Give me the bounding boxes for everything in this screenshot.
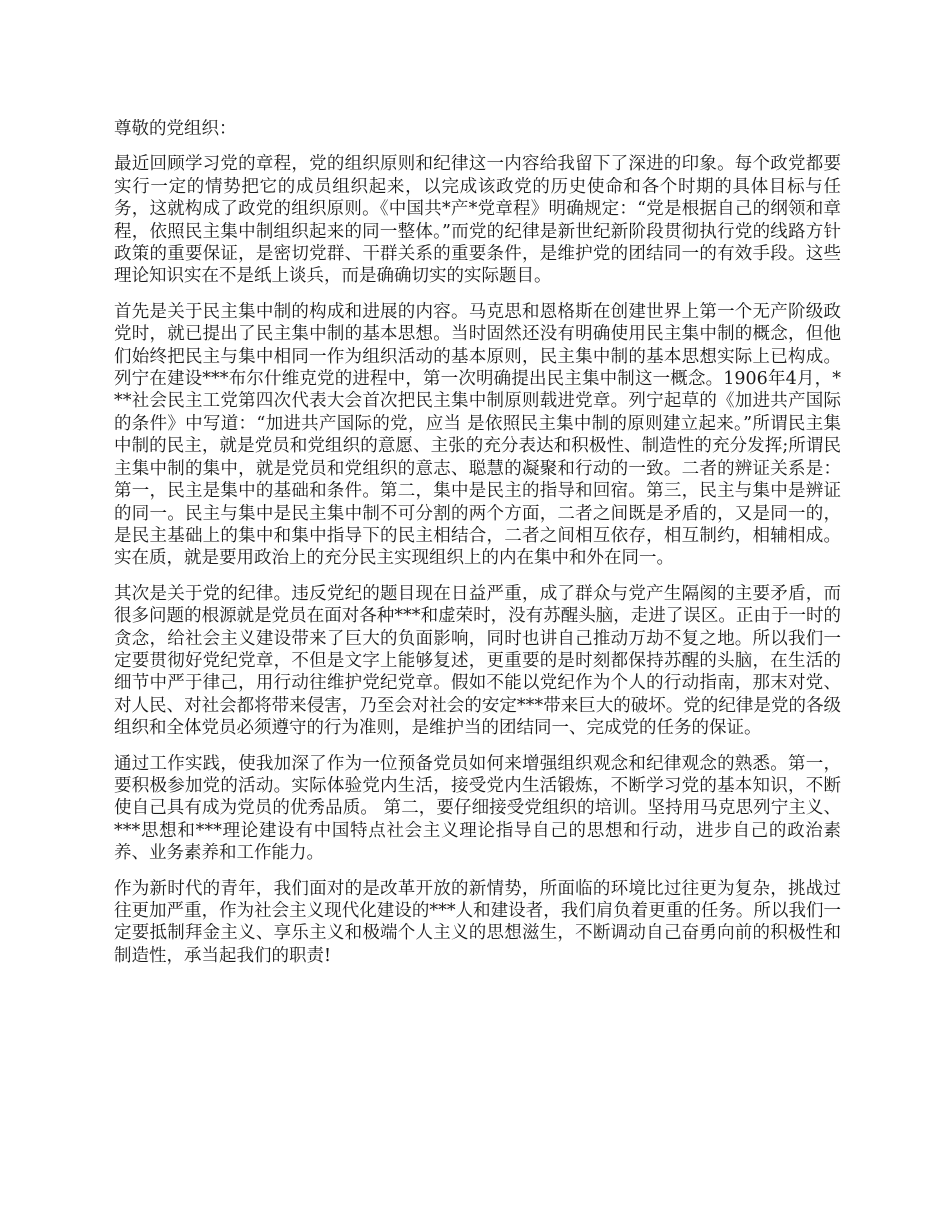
paragraph-work-practice: 通过工作实践，使我加深了作为一位预备党员如何来增强组织观念和纪律观念的熟悉。第一，要积极参加党的活动。实际体验党内生活，接受党内生活锻炼，不断学习党的基本知识，不断使自己具有成为党员的优秀品质。 第二，要仔细接受党组织的培训。坚持用马克思列宁主义、***思想和***理论建设有中国特点社会主义理论指导自己的思想和行动，进步自己的政治素养、业务素养和工作能力。	[114, 753, 841, 864]
letter-body	[114, 118, 841, 980]
paragraph-youth-responsibility: 作为新时代的青年，我们面对的是改革开放的新情势，所面临的环境比过往更为复杂，挑战过往更加严重，作为社会主义现代化建设的***人和建设者，我们肩负着更重的任务。所以我们一定要抵制拜金主义、享乐主义和极端个人主义的思想滋生，不断调动自己奋勇向前的积极性和制造性，承当起我们的职责!	[114, 878, 841, 966]
paragraph-party-discipline: 其次是关于党的纪律。违反党纪的题目现在日益严重，成了群众与党产生隔阂的主要矛盾，而很多问题的根源就是党员在面对各种***和虚荣时，没有苏醒头脑，走进了误区。正由于一时的贪念，给社会主义建设带来了巨大的负面影响，同时也讲自己推动万劫不复之地。所以我们一定要贯彻好党纪党章，不但是文字上能够复述，更重要的是时刻都保持苏醒的头脑，在生活的细节中严于律己，用行动往维护党纪党章。假如不能以党纪作为个人的行动指南，那末对党、对人民、对社会都将带来侵害，乃至会对社会的安定***带来巨大的破坏。党的纪律是党的各级组织和全体党员必须遵守的行为准则，是维护当的团结同一、完成党的任务的保证。	[114, 583, 841, 739]
salutation: 尊敬的党组织：	[114, 119, 237, 139]
paragraph-democratic-centralism: 首先是关于民主集中制的构成和进展的内容。马克思和恩格斯在创建世界上第一个无产阶级政党时，就已提出了民主集中制的基本思想。当时固然还没有明确使用民主集中制的概念，但他们始终把民主与集中相同一作为组织活动的基本原则，民主集中制的基本思想实际上已构成。列宁在建设***布尔什维克党的进程中，第一次明确提出民主集中制这一概念。1906年4月，***社会民主工党第四次代表大会首次把民主集中制原则载进党章。列宁起草的《加进共产国际的条件》中写道：“加进共产国际的党，应当 是依照民主集中制的原则建立起来。”所谓民主集中制的民主，就是党员和党组织的意愿、主张的充分表达和积极性、制造性的充分发挥;所谓民主集中制的集中，就是党员和党组织的意志、聪慧的凝聚和行动的一致。二者的辨证关系是：第一，民主是集中的基础和条件。第二，集中是民主的指导和回宿。第三，民主与集中是辨证的同一。民主与集中是民主集中制不可分割的两个方面，二者之间既是矛盾的，又是同一的，是民主基础上的集中和集中指导下的民主相结合，二者之间相互依存，相互制约，相辅相成。实在质，就是要用政治上的充分民主实现组织上的内在集中和外在同一。	[114, 301, 841, 569]
paragraph-intro: 最近回顾学习党的章程，党的组织原则和纪律这一内容给我留下了深进的印象。每个政党都要实行一定的情势把它的成员组织起来，以完成该政党的历史使命和各个时期的具体目标与任务，这就构成了政党的组织原则。《中国共*产*党章程》明确规定：“党是根据自己的纲领和章程，依照民主集中制组织起来的同一整体。”而党的纪律是新世纪新阶段贯彻执行党的线路方针政策的重要保证，是密切党群、干群关系的重要条件，是维护党的团结同一的有效手段。这些理论知识实在不是纸上谈兵，而是确确切实的实际题目。	[114, 154, 841, 287]
